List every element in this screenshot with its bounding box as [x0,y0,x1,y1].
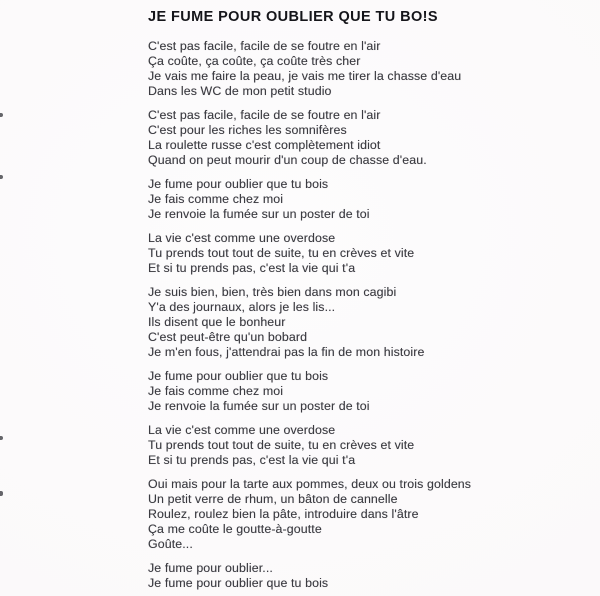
lyric-line: Je renvoie la fumée sur un poster de toi [148,399,370,413]
lyric-line: Je fume pour oublier... [148,561,273,575]
lyric-line: C'est peut-être qu'un bobard [148,330,308,344]
lyrics-stanza-6 [148,369,580,414]
lyrics-stanza-5 [148,285,580,360]
lyrics-stanza-4 [148,231,580,276]
lyric-line: Et si tu prends pas, c'est la vie qui t'a [148,261,356,275]
lyrics-stanza-9 [148,561,580,591]
lyric-line: Ils disent que le bonheur [148,315,286,329]
lyric-line: Oui mais pour la tarte aux pommes, deux ou trois goldens [148,477,472,491]
lyric-line: Ça coûte, ça coûte, ça coûte très cher [148,54,361,68]
lyric-line: Je fais comme chez moi [148,384,284,398]
lyric-line: Quand on peut mourir d'un coup de chasse d'eau. [148,153,427,167]
lyric-line: Je vais me faire la peau, je vais me tirer la chasse d'eau [148,69,462,83]
page-edge-mark [0,491,3,496]
lyric-line: Goûte... [148,537,193,551]
lyric-line: La vie c'est comme une overdose [148,231,336,245]
lyric-line: Dans les WC de mon petit studio [148,84,332,98]
lyric-line: Je fais comme chez moi [148,192,284,206]
lyric-line: La vie c'est comme une overdose [148,423,336,437]
lyric-line: Tu prends tout tout de suite, tu en crèves et vite [148,246,415,260]
lyric-line: Tu prends tout tout de suite, tu en crèves et vite [148,438,415,452]
lyrics-stanza-3 [148,177,580,222]
lyric-line: Y'a des journaux, alors je les lis... [148,300,336,314]
lyric-line: C'est pas facile, facile de se foutre en l'air [148,108,381,122]
lyric-line: Un petit verre de rhum, un bâton de cannelle [148,492,398,506]
song-title: JE FUME POUR OUBLIER QUE TU BO!S [148,9,438,25]
lyrics-stanza-2 [148,108,580,168]
lyric-line: La roulette russe c'est complètement idiot [148,138,381,152]
lyric-line: Roulez, roulez bien la pâte, introduire dans l'âtre [148,507,419,521]
page-edge-mark [0,175,3,179]
lyric-line: Je fume pour oublier que tu bois [148,369,329,383]
lyric-line: Je fume pour oublier que tu bois [148,576,329,590]
page-edge-mark [0,113,3,117]
lyric-line: Ça me coûte le goutte-à-goutte [148,522,322,536]
lyric-line: Je renvoie la fumée sur un poster de toi [148,207,370,221]
lyrics-stanza-8 [148,477,580,552]
lyrics-stanza-7 [148,423,580,468]
lyric-line: Et si tu prends pas, c'est la vie qui t'a [148,453,356,467]
page-edge-mark [0,436,3,440]
lyrics-stanza-1 [148,39,580,99]
lyric-line: Je suis bien, bien, très bien dans mon cagibi [148,285,397,299]
lyric-line: C'est pas facile, facile de se foutre en l'air [148,39,381,53]
lyric-line: C'est pour les riches les somnifères [148,123,347,137]
lyric-line: Je fume pour oublier que tu bois [148,177,329,191]
lyric-line: Je m'en fous, j'attendrai pas la fin de mon histoire [148,345,425,359]
